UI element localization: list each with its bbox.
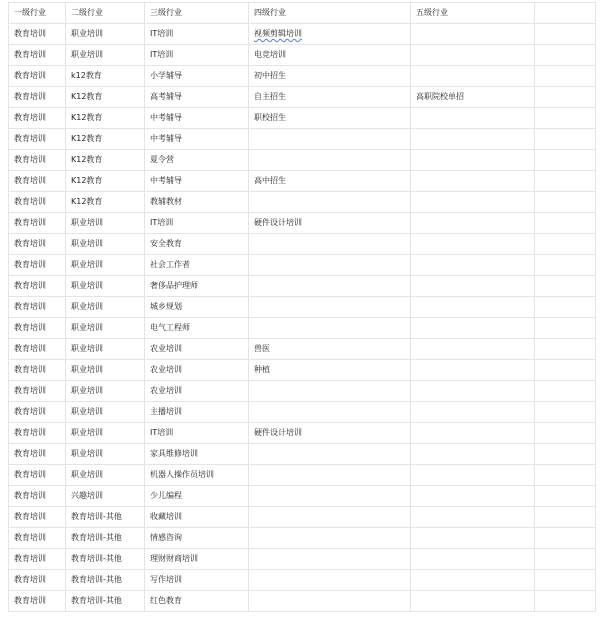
table-cell[interactable] (535, 276, 596, 297)
table-cell[interactable]: 教育培训 (9, 276, 66, 297)
table-cell[interactable] (249, 444, 411, 465)
table-cell[interactable]: 农业培训 (145, 381, 249, 402)
industry-table (8, 2, 596, 612)
table-cell[interactable]: 中考辅导 (145, 171, 249, 192)
table-cell[interactable]: 兴趣培训 (66, 486, 145, 507)
table-cell[interactable]: 家具维修培训 (145, 444, 249, 465)
table-cell[interactable] (411, 528, 535, 549)
table-cell[interactable] (535, 423, 596, 444)
header-row (9, 3, 596, 24)
table-cell[interactable]: 初中招生 (249, 66, 411, 87)
table-cell[interactable]: 职业培训 (66, 255, 145, 276)
table-cell[interactable] (249, 591, 411, 612)
table-row (9, 108, 596, 129)
table-cell[interactable] (411, 192, 535, 213)
table-row (9, 570, 596, 591)
table-cell[interactable] (535, 507, 596, 528)
table-cell[interactable]: 高职院校单招 (411, 87, 535, 108)
table-row (9, 549, 596, 570)
table-cell[interactable] (249, 486, 411, 507)
table-cell[interactable] (535, 297, 596, 318)
table-cell[interactable] (535, 129, 596, 150)
table-cell[interactable] (249, 234, 411, 255)
table-cell[interactable]: IT培训 (145, 213, 249, 234)
table-cell[interactable]: 理财财商培训 (145, 549, 249, 570)
header-cell[interactable] (535, 3, 596, 24)
table-cell[interactable] (249, 507, 411, 528)
table-cell[interactable]: 教育培训 (9, 66, 66, 87)
table-cell[interactable]: 小学辅导 (145, 66, 249, 87)
table-cell[interactable]: 教育培训 (9, 108, 66, 129)
table-cell[interactable]: 教育培训 (9, 150, 66, 171)
table-cell[interactable]: K12教育 (66, 108, 145, 129)
table-cell[interactable] (411, 423, 535, 444)
table-row (9, 276, 596, 297)
table-cell[interactable]: 高考辅导 (145, 87, 249, 108)
table-cell[interactable]: 职业培训 (66, 423, 145, 444)
table-cell[interactable]: K12教育 (66, 87, 145, 108)
table-cell[interactable] (411, 339, 535, 360)
table-cell[interactable]: 种植 (249, 360, 411, 381)
table-row (9, 150, 596, 171)
table-cell[interactable]: 教育培训 (9, 87, 66, 108)
table-cell[interactable]: 中考辅导 (145, 129, 249, 150)
table-cell[interactable]: 红色教育 (145, 591, 249, 612)
table-cell[interactable]: 农业培训 (145, 339, 249, 360)
table-cell[interactable] (535, 360, 596, 381)
table-cell[interactable]: 城乡规划 (145, 297, 249, 318)
table-cell[interactable] (535, 528, 596, 549)
table-cell[interactable]: 夏令营 (145, 150, 249, 171)
table-cell[interactable]: K12教育 (66, 171, 145, 192)
table-cell[interactable]: 教育培训-其他 (66, 507, 145, 528)
table-cell[interactable]: 收藏培训 (145, 507, 249, 528)
table-cell[interactable] (411, 276, 535, 297)
table-cell[interactable] (249, 276, 411, 297)
table-cell[interactable] (249, 528, 411, 549)
table-cell[interactable] (249, 192, 411, 213)
table-cell[interactable]: 职业培训 (66, 45, 145, 66)
table-cell[interactable]: 高中招生 (249, 171, 411, 192)
table-row (9, 129, 596, 150)
table-cell[interactable] (535, 549, 596, 570)
table-cell[interactable]: 教育培训-其他 (66, 591, 145, 612)
table-row (9, 192, 596, 213)
table-cell[interactable]: 教育培训 (9, 549, 66, 570)
table-cell[interactable] (535, 486, 596, 507)
table-cell[interactable] (411, 570, 535, 591)
table-cell[interactable]: 教辅教材 (145, 192, 249, 213)
table-cell[interactable]: 职业培训 (66, 24, 145, 45)
table-cell[interactable]: K12教育 (66, 192, 145, 213)
table-row (9, 486, 596, 507)
table-cell[interactable]: 电气工程师 (145, 318, 249, 339)
table-cell[interactable] (535, 150, 596, 171)
table-cell[interactable] (249, 402, 411, 423)
table-cell[interactable] (535, 591, 596, 612)
table-cell[interactable]: 少儿编程 (145, 486, 249, 507)
table-cell[interactable] (535, 570, 596, 591)
table-cell[interactable]: 职业培训 (66, 213, 145, 234)
table-cell[interactable]: 教育培训 (9, 339, 66, 360)
table-cell[interactable] (411, 255, 535, 276)
table-cell[interactable] (249, 549, 411, 570)
spreadsheet (8, 2, 596, 612)
table-row (9, 255, 596, 276)
table-cell[interactable] (411, 360, 535, 381)
table-cell[interactable]: 教育培训 (9, 24, 66, 45)
table-cell[interactable]: 机器人操作员培训 (145, 465, 249, 486)
table-cell[interactable]: k12教育 (66, 66, 145, 87)
table-cell[interactable]: 教育培训 (9, 213, 66, 234)
table-cell[interactable]: 教育培训 (9, 255, 66, 276)
table-cell[interactable] (411, 465, 535, 486)
table-cell[interactable] (249, 24, 411, 45)
table-cell[interactable]: 教育培训 (9, 465, 66, 486)
table-cell[interactable]: 职业培训 (66, 444, 145, 465)
table-cell[interactable] (249, 570, 411, 591)
table-row (9, 528, 596, 549)
table-row (9, 381, 596, 402)
table-cell[interactable] (535, 339, 596, 360)
table-cell[interactable]: 教育培训 (9, 360, 66, 381)
table-cell[interactable] (535, 318, 596, 339)
table-cell[interactable] (249, 318, 411, 339)
table-row (9, 24, 596, 45)
table-cell[interactable] (249, 381, 411, 402)
table-cell[interactable] (411, 486, 535, 507)
table-cell[interactable] (249, 297, 411, 318)
table-row (9, 423, 596, 444)
table-row (9, 45, 596, 66)
table-row (9, 171, 596, 192)
table-row (9, 591, 596, 612)
table-cell[interactable] (411, 318, 535, 339)
table-cell[interactable] (249, 255, 411, 276)
table-cell[interactable]: 教育培训 (9, 171, 66, 192)
table-cell[interactable] (535, 171, 596, 192)
table-cell[interactable]: 安全教育 (145, 234, 249, 255)
table-cell[interactable]: 教育培训 (9, 402, 66, 423)
table-cell[interactable] (249, 465, 411, 486)
table-cell[interactable] (411, 507, 535, 528)
table-row (9, 360, 596, 381)
table-cell[interactable]: 教育培训 (9, 234, 66, 255)
table-cell[interactable] (411, 45, 535, 66)
table-cell[interactable]: 教育培训 (9, 591, 66, 612)
table-cell[interactable] (411, 444, 535, 465)
table-cell[interactable]: 职业培训 (66, 339, 145, 360)
table-cell[interactable]: 职业培训 (66, 381, 145, 402)
table-cell[interactable]: K12教育 (66, 129, 145, 150)
table-cell[interactable]: 职业培训 (66, 360, 145, 381)
table-cell[interactable]: 教育培训 (9, 318, 66, 339)
table-cell[interactable]: 教育培训 (9, 423, 66, 444)
table-cell[interactable] (411, 24, 535, 45)
table-cell[interactable]: 教育培训 (9, 570, 66, 591)
header-cell[interactable]: 二级行业 (66, 3, 145, 24)
table-cell[interactable]: 职校招生 (249, 108, 411, 129)
table-cell[interactable]: K12教育 (66, 150, 145, 171)
table-cell[interactable] (411, 402, 535, 423)
table-cell[interactable] (535, 255, 596, 276)
table-cell[interactable] (535, 234, 596, 255)
table-cell[interactable] (411, 171, 535, 192)
table-cell[interactable]: 职业培训 (66, 234, 145, 255)
header-cell[interactable]: 四级行业 (249, 3, 411, 24)
table-cell[interactable]: 教育培训 (9, 192, 66, 213)
table-row (9, 507, 596, 528)
table-cell[interactable] (411, 213, 535, 234)
table-cell[interactable] (535, 465, 596, 486)
table-row (9, 66, 596, 87)
table-row (9, 318, 596, 339)
table-cell[interactable]: 教育培训-其他 (66, 528, 145, 549)
table-cell[interactable]: 主播培训 (145, 402, 249, 423)
table-cell[interactable] (411, 108, 535, 129)
table-cell[interactable]: 写作培训 (145, 570, 249, 591)
table-cell[interactable] (411, 66, 535, 87)
table-row (9, 213, 596, 234)
table-cell[interactable] (411, 591, 535, 612)
table-cell[interactable] (535, 381, 596, 402)
table-cell[interactable]: 职业培训 (66, 402, 145, 423)
table-cell[interactable] (411, 129, 535, 150)
spellcheck-underlined-text: 视频剪辑培训 (254, 29, 302, 38)
header-cell[interactable]: 一级行业 (9, 3, 66, 24)
table-cell[interactable] (535, 444, 596, 465)
table-cell[interactable]: 职业培训 (66, 318, 145, 339)
table-cell[interactable] (535, 87, 596, 108)
table-cell[interactable]: 职业培训 (66, 297, 145, 318)
table-body (9, 3, 596, 612)
table-cell[interactable] (411, 381, 535, 402)
table-cell[interactable] (535, 213, 596, 234)
table-cell[interactable] (249, 150, 411, 171)
table-cell[interactable]: 职业培训 (66, 276, 145, 297)
table-row (9, 339, 596, 360)
table-cell[interactable]: IT培训 (145, 423, 249, 444)
table-cell[interactable]: 奢侈品护理师 (145, 276, 249, 297)
header-cell[interactable]: 五级行业 (411, 3, 535, 24)
table-row (9, 87, 596, 108)
table-cell[interactable]: 教育培训 (9, 129, 66, 150)
table-cell[interactable]: 教育培训 (9, 45, 66, 66)
table-cell[interactable] (535, 402, 596, 423)
table-cell[interactable]: 职业培训 (66, 465, 145, 486)
table-cell[interactable] (411, 297, 535, 318)
table-cell[interactable]: 教育培训 (9, 381, 66, 402)
table-cell[interactable] (411, 549, 535, 570)
table-cell[interactable] (249, 129, 411, 150)
table-cell[interactable]: 自主招生 (249, 87, 411, 108)
table-cell[interactable] (411, 234, 535, 255)
table-cell[interactable]: 情感咨询 (145, 528, 249, 549)
table-row (9, 234, 596, 255)
table-row (9, 402, 596, 423)
table-cell[interactable]: 硬件设计培训 (249, 213, 411, 234)
table-cell[interactable] (535, 108, 596, 129)
table-row (9, 444, 596, 465)
table-cell[interactable] (535, 66, 596, 87)
table-cell[interactable]: 兽医 (249, 339, 411, 360)
table-row (9, 297, 596, 318)
table-cell[interactable]: 教育培训 (9, 507, 66, 528)
table-cell[interactable]: 电竞培训 (249, 45, 411, 66)
table-cell[interactable] (535, 24, 596, 45)
table-cell[interactable]: IT培训 (145, 24, 249, 45)
table-cell[interactable]: 教育培训-其他 (66, 570, 145, 591)
table-cell[interactable] (535, 45, 596, 66)
table-cell[interactable]: 教育培训-其他 (66, 549, 145, 570)
table-cell[interactable]: IT培训 (145, 45, 249, 66)
header-cell[interactable]: 三级行业 (145, 3, 249, 24)
table-cell[interactable]: 农业培训 (145, 360, 249, 381)
table-cell[interactable]: 教育培训 (9, 444, 66, 465)
table-cell[interactable]: 硬件设计培训 (249, 423, 411, 444)
table-cell[interactable]: 社会工作者 (145, 255, 249, 276)
table-cell[interactable]: 教育培训 (9, 297, 66, 318)
table-row (9, 465, 596, 486)
table-cell[interactable]: 中考辅导 (145, 108, 249, 129)
table-cell[interactable]: 教育培训 (9, 528, 66, 549)
table-cell[interactable] (411, 150, 535, 171)
table-cell[interactable]: 教育培训 (9, 486, 66, 507)
table-cell[interactable] (535, 192, 596, 213)
